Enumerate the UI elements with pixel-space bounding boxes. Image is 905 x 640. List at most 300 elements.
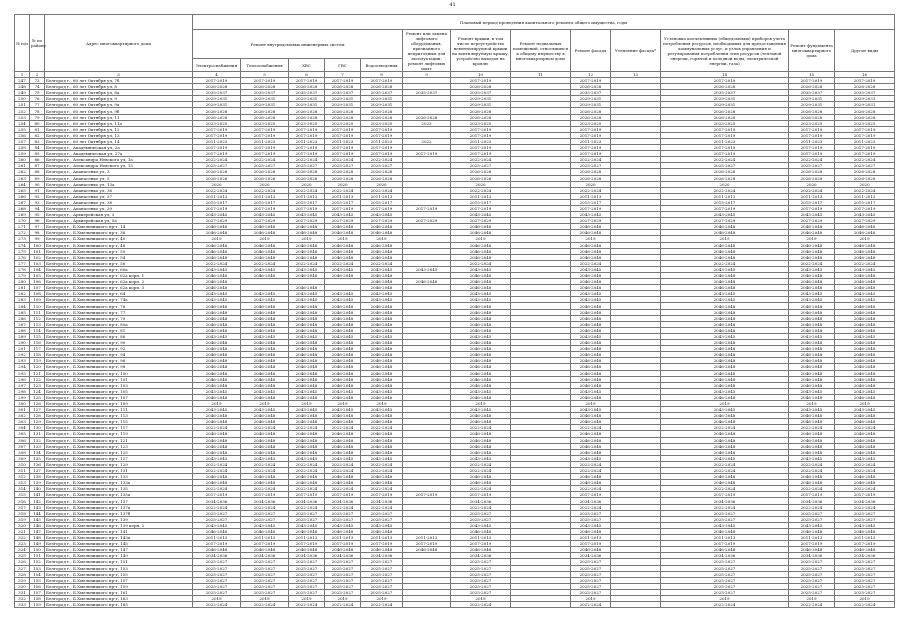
header-utility-systems: Ремонт внутридомовых инженерных систем <box>193 30 403 59</box>
table-cell: 132 <box>30 437 45 443</box>
table-cell: 314 <box>15 486 30 492</box>
address-cell: Белгород г., Б.Хмельницкого пр-т, 133 <box>45 474 193 480</box>
table-cell: 2019 <box>241 400 289 406</box>
table-cell: 2011-2013 <box>661 535 789 541</box>
table-cell: 2017-2019 <box>193 541 241 547</box>
table-cell: 2011-2013 <box>789 535 835 541</box>
table-cell: 2043-2045 <box>289 388 325 394</box>
table-cell: 2046-2048 <box>325 382 361 388</box>
table-cell: 2029-2031 <box>289 96 325 102</box>
table-cell: 2022-2024 <box>789 602 835 608</box>
table-cell: 94 <box>30 205 45 211</box>
table-cell: 2046-2048 <box>361 242 403 248</box>
table-cell: 2046-2048 <box>325 547 361 553</box>
table-cell: 2023-2025 <box>571 120 611 126</box>
table-cell: 2043-2045 <box>835 297 895 303</box>
table-cell: 2046-2048 <box>571 303 611 309</box>
table-cell: 2022-2024 <box>789 461 835 467</box>
table-row <box>15 602 895 608</box>
table-cell: 2025-2027 <box>661 565 789 571</box>
table-cell: 2022-2024 <box>241 461 289 467</box>
table-cell: 2025-2027 <box>571 577 611 583</box>
address-cell: Белгород г., Б.Хмельницкого пр-т, 94 <box>45 352 193 358</box>
table-cell: 2043-2045 <box>661 266 789 272</box>
table-cell: 2043-2045 <box>451 455 511 461</box>
address-cell: Белгород г., Б.Хмельницкого пр-т, 141 <box>45 528 193 534</box>
table-cell: 288 <box>15 327 30 333</box>
table-cell <box>611 602 661 608</box>
table-cell: 2046-2048 <box>661 248 789 254</box>
table-cell: 2046-2048 <box>325 321 361 327</box>
table-cell: 2029-2031 <box>835 96 895 102</box>
table-cell: 2022-2024 <box>325 504 361 510</box>
table-cell: 278 <box>15 266 30 272</box>
table-cell: 2046-2048 <box>451 364 511 370</box>
table-cell: 2019 <box>835 595 895 601</box>
table-cell: 2046-2048 <box>361 248 403 254</box>
table-cell: 2022-2024 <box>193 468 241 474</box>
table-cell: 2017-2019 <box>451 541 511 547</box>
address-cell: Белгород г., 60 лет Октября ул, 11а <box>45 120 193 126</box>
table-cell: 2046-2048 <box>835 309 895 315</box>
table-cell: 2017-2019 <box>835 492 895 498</box>
table-cell: 313 <box>15 480 30 486</box>
table-cell: 2026-2028 <box>325 114 361 120</box>
table-cell: 2046-2048 <box>289 285 325 291</box>
table-cell: 2046-2048 <box>661 340 789 346</box>
table-cell: 2022-2024 <box>661 504 789 510</box>
table-cell: 2046-2048 <box>403 547 451 553</box>
table-cell: 2026-2028 <box>789 114 835 120</box>
table-cell: 2046-2048 <box>241 394 289 400</box>
table-cell: 2046-2048 <box>193 303 241 309</box>
table-cell: 2046-2048 <box>193 242 241 248</box>
table-cell: 99 <box>30 236 45 242</box>
table-cell: 2022-2024 <box>241 486 289 492</box>
table-cell: 2034-2036 <box>661 553 789 559</box>
table-cell: 2011-2013 <box>835 535 895 541</box>
table-cell: 2046-2048 <box>193 358 241 364</box>
table-cell: 2034-2036 <box>361 553 403 559</box>
address-cell: Белгород г., Архиерейская ул, 3 <box>45 212 193 218</box>
table-cell: 306 <box>15 437 30 443</box>
table-cell: 2017-2019 <box>361 132 403 138</box>
table-cell: 2046-2048 <box>241 437 289 443</box>
address-cell: Белгород г., 60 лет Октября ул, 8 <box>45 84 193 90</box>
table-cell: 147 <box>30 528 45 534</box>
table-cell: 286 <box>15 315 30 321</box>
table-cell: 2022-2024 <box>193 157 241 163</box>
table-cell: 119 <box>30 358 45 364</box>
table-cell: 2046-2048 <box>451 528 511 534</box>
table-cell: 2046-2048 <box>571 254 611 260</box>
table-cell: 2034-2036 <box>289 553 325 559</box>
table-cell: 2046-2048 <box>361 376 403 382</box>
table-cell: 2026-2028 <box>325 108 361 114</box>
table-cell: 73 <box>30 78 45 84</box>
table-cell: 2046-2048 <box>789 346 835 352</box>
table-cell: 123 <box>30 382 45 388</box>
table-cell: 2022-2024 <box>451 468 511 474</box>
table-cell: 104 <box>30 266 45 272</box>
address-cell: Белгород г., Б.Хмельницкого пр-т, 56 <box>45 260 193 266</box>
table-cell: 2046-2048 <box>451 358 511 364</box>
table-cell: 2043-2045 <box>325 212 361 218</box>
table-cell: 2046-2048 <box>571 321 611 327</box>
table-cell: 2025-2027 <box>835 589 895 595</box>
table-cell: 92 <box>30 193 45 199</box>
table-cell: 2025-2027 <box>361 510 403 516</box>
table-cell: 2046-2048 <box>361 449 403 455</box>
table-cell: 2026-2028 <box>571 108 611 114</box>
table-cell: 275 <box>15 248 30 254</box>
table-cell: 2029-2031 <box>661 96 789 102</box>
table-cell: 2043-2045 <box>325 455 361 461</box>
table-cell: 2046-2048 <box>835 279 895 285</box>
address-cell: Белгород г., Б.Хмельницкого пр-т, 107 <box>45 394 193 400</box>
address-cell: Белгород г., Б.Хмельницкого пр-т, 131 <box>45 468 193 474</box>
table-cell: 2023-2025 <box>289 120 325 126</box>
table-cell: 2017-2019 <box>241 145 289 151</box>
table-cell: 2022-2024 <box>289 486 325 492</box>
table-cell: 310 <box>15 461 30 467</box>
table-cell: 2046-2048 <box>289 449 325 455</box>
table-cell: 2017-2019 <box>289 145 325 151</box>
table-cell: 108 <box>30 291 45 297</box>
table-cell: 2025-2027 <box>789 163 835 169</box>
table-cell: 2015-2017 <box>835 199 895 205</box>
table-cell: 2022-2024 <box>571 461 611 467</box>
table-cell: 2046-2048 <box>325 327 361 333</box>
table-cell: 2017-2019 <box>361 205 403 211</box>
table-cell: 2026-2028 <box>193 114 241 120</box>
column-number: 13 <box>611 72 661 78</box>
table-cell: 2043-2045 <box>835 266 895 272</box>
table-cell: 101 <box>30 248 45 254</box>
table-cell: 2043-2045 <box>789 333 835 339</box>
address-cell: Белгород г., Б.Хмельницкого пр-т, 105 <box>45 388 193 394</box>
table-cell: 2022-2024 <box>241 187 289 193</box>
address-cell: Белгород г., 60 лет Октября ул, 12 <box>45 126 193 132</box>
address-cell: Белгород г., Б.Хмельницкого пр-т, 125 <box>45 449 193 455</box>
table-cell: 2043-2045 <box>835 455 895 461</box>
table-cell: 2026-2028 <box>289 175 325 181</box>
table-cell: 2025-2027 <box>451 565 511 571</box>
table-cell: 2043-2045 <box>571 291 611 297</box>
table-cell: 2025-2027 <box>325 565 361 571</box>
table-cell: 2022-2024 <box>451 461 511 467</box>
table-cell: 2035-2037 <box>361 90 403 96</box>
table-cell: 2022-2024 <box>361 461 403 467</box>
table-cell: 2017-2019 <box>789 126 835 132</box>
column-number: 2 <box>30 72 45 78</box>
table-cell: 2035-2037 <box>835 90 895 96</box>
table-cell: 2046-2048 <box>193 315 241 321</box>
table-cell: 2043-2045 <box>661 333 789 339</box>
table-cell: 2017-2019 <box>451 132 511 138</box>
table-cell: 2034-2036 <box>571 553 611 559</box>
address-cell: Белгород г., Б.Хмельницкого пр-т, 117 <box>45 425 193 431</box>
table-cell: 2017-2019 <box>325 126 361 132</box>
address-cell: Белгород г., Б.Хмельницкого пр-т, 159 <box>45 583 193 589</box>
table-cell: 2046-2048 <box>325 480 361 486</box>
table-cell: 2043-2045 <box>571 297 611 303</box>
table-cell: 2043-2045 <box>289 455 325 461</box>
table-cell: 2022-2024 <box>241 602 289 608</box>
table-cell: 2022-2024 <box>661 260 789 266</box>
table-cell: 2025-2027 <box>451 163 511 169</box>
table-cell: 2046-2048 <box>241 376 289 382</box>
table-cell: 2046-2048 <box>451 230 511 236</box>
table-cell: 121 <box>30 370 45 376</box>
table-cell: 2017-2019 <box>241 205 289 211</box>
table-cell: 2046-2048 <box>835 358 895 364</box>
table-cell: 2046-2048 <box>661 419 789 425</box>
table-cell: 2043-2045 <box>451 333 511 339</box>
table-cell: 2022-2024 <box>835 260 895 266</box>
table-cell: 2022-2024 <box>241 260 289 266</box>
table-cell: 2022-2024 <box>835 468 895 474</box>
table-cell: 2022-2024 <box>661 486 789 492</box>
table-cell: 2026-2028 <box>361 114 403 120</box>
table-cell: 2046-2048 <box>289 413 325 419</box>
table-cell: 2029-2031 <box>571 102 611 108</box>
header-facade-insulation: Утепление фасада* <box>611 30 661 72</box>
address-cell: Белгород г., Б.Хмельницкого пр-т, 153 <box>45 565 193 571</box>
table-cell: 148 <box>30 535 45 541</box>
table-cell: 2026-2028 <box>571 175 611 181</box>
table-cell: 2025-2027 <box>451 516 511 522</box>
table-cell: 2025-2027 <box>571 510 611 516</box>
table-cell: 2043-2045 <box>661 291 789 297</box>
table-cell: 2017-2019 <box>289 151 325 157</box>
table-cell: 2011-2013 <box>451 193 511 199</box>
table-cell: 2043-2045 <box>661 407 789 413</box>
table-cell: 2026-2028 <box>241 114 289 120</box>
table-cell: 2043-2045 <box>193 388 241 394</box>
table-cell: 2043-2045 <box>571 266 611 272</box>
table-cell: 2046-2048 <box>193 285 241 291</box>
table-cell: 2022-2024 <box>789 504 835 510</box>
table-cell: 100 <box>30 242 45 248</box>
table-cell: 84 <box>30 145 45 151</box>
table-cell: 2046-2048 <box>289 437 325 443</box>
table-cell: 2025-2027 <box>241 577 289 583</box>
table-cell: 2046-2048 <box>193 279 241 285</box>
table-cell: 2022-2024 <box>241 504 289 510</box>
address-cell: Белгород г., Академическая ул, 2а <box>45 145 193 151</box>
table-cell: 2034-2036 <box>789 498 835 504</box>
table-cell: 2046-2048 <box>789 394 835 400</box>
address-cell: Белгород г., Б.Хмельницкого пр-т, 143а <box>45 535 193 541</box>
table-cell: 250 <box>15 96 30 102</box>
table-cell: 2046-2048 <box>789 321 835 327</box>
address-cell: Белгород г., Б.Хмельницкого пр-т, 96 <box>45 358 193 364</box>
address-cell: Белгород г., Б.Хмельницкого пр-т, 86 <box>45 333 193 339</box>
table-cell: 2029-2031 <box>571 96 611 102</box>
table-cell: 2046-2048 <box>789 480 835 486</box>
table-cell: 142 <box>30 498 45 504</box>
table-cell: 2046-2048 <box>571 431 611 437</box>
table-cell: 2025-2027 <box>289 583 325 589</box>
table-cell: 2046-2048 <box>193 480 241 486</box>
table-cell: 2025-2027 <box>325 583 361 589</box>
table-cell: 2025-2027 <box>193 510 241 516</box>
table-cell: 2046-2048 <box>451 480 511 486</box>
table-cell: 2025-2027 <box>835 577 895 583</box>
table-cell: 2025-2027 <box>661 559 789 565</box>
table-cell: 2043-2045 <box>451 297 511 303</box>
table-cell: 2026-2028 <box>789 84 835 90</box>
table-cell: 2046-2048 <box>241 474 289 480</box>
table-cell: 2022-2024 <box>241 468 289 474</box>
table-cell: 2022-2024 <box>289 602 325 608</box>
table-cell: 2027-2029 <box>835 218 895 224</box>
table-cell: 2034-2036 <box>193 498 241 504</box>
table-cell: 316 <box>15 498 30 504</box>
table-cell: 2046-2048 <box>361 315 403 321</box>
header-elevator: Ремонт или замена лифтового оборудования, признанного непригодным для эксплуатации, ремонт лифтовых шахт <box>403 30 451 72</box>
table-cell: 2019 <box>289 400 325 406</box>
table-cell: 156 <box>30 583 45 589</box>
table-cell: 2022-2024 <box>661 468 789 474</box>
table-cell: 2029-2031 <box>835 102 895 108</box>
table-cell: 2025-2027 <box>361 559 403 565</box>
table-cell: 2026-2028 <box>835 175 895 181</box>
table-cell: 2043-2045 <box>193 455 241 461</box>
table-cell: 2043-2045 <box>241 388 289 394</box>
table-cell: 2043-2045 <box>325 266 361 272</box>
table-cell: 2017-2019 <box>325 205 361 211</box>
table-cell: 2025-2027 <box>193 559 241 565</box>
table-cell: 2022-2024 <box>361 602 403 608</box>
table-cell: 2025-2027 <box>325 163 361 169</box>
address-cell: Белгород г., Б.Хмельницкого пр-т, 103 <box>45 382 193 388</box>
header-address: Адрес многоквартирного дома <box>45 15 193 72</box>
table-cell: 2046-2048 <box>661 224 789 230</box>
table-cell: 2019 <box>661 236 789 242</box>
table-cell: 2026-2028 <box>361 84 403 90</box>
table-cell: 2043-2045 <box>193 291 241 297</box>
table-cell: 2035-2037 <box>241 90 289 96</box>
table-cell: 2046-2048 <box>241 352 289 358</box>
address-cell: Белгород г., 60 лет Октября ул, 7б <box>45 78 193 84</box>
table-cell: 2043-2045 <box>451 407 511 413</box>
address-cell: Белгород г., Б.Хмельницкого пр-т, 48 <box>45 242 193 248</box>
table-cell: 111 <box>30 309 45 315</box>
table-cell: 2046-2048 <box>361 437 403 443</box>
table-cell: 2026-2028 <box>571 84 611 90</box>
table-cell: 2034-2036 <box>325 498 361 504</box>
table-cell: 2046-2048 <box>661 321 789 327</box>
table-cell: 2015-2017 <box>361 199 403 205</box>
table-cell: 2026-2028 <box>451 169 511 175</box>
address-cell: Белгород г., Б.Хмельницкого пр-т, 79 <box>45 315 193 321</box>
table-cell: 2026-2028 <box>361 169 403 175</box>
table-cell: 298 <box>15 388 30 394</box>
table-cell: 2046-2048 <box>325 413 361 419</box>
table-cell: 2043-2045 <box>361 212 403 218</box>
table-cell: 2046-2048 <box>661 449 789 455</box>
table-cell: 2029-2031 <box>361 96 403 102</box>
table-cell: 2017-2019 <box>193 126 241 132</box>
table-cell: 2046-2048 <box>789 443 835 449</box>
table-cell: 2046-2048 <box>289 382 325 388</box>
table-cell: 2025-2027 <box>193 565 241 571</box>
table-cell: 2019 <box>325 595 361 601</box>
table-cell: 2046-2048 <box>241 358 289 364</box>
column-number: 10 <box>451 72 511 78</box>
table-cell: 2026-2028 <box>789 169 835 175</box>
address-cell: Белгород г., Б.Хмельницкого пр-т, 127 <box>45 455 193 461</box>
table-cell: 2019 <box>361 595 403 601</box>
address-cell: Белгород г., Б.Хмельницкого пр-т, 111 <box>45 407 193 413</box>
table-cell: 2046-2048 <box>789 242 835 248</box>
table-cell: 252 <box>15 108 30 114</box>
table-cell: 262 <box>15 169 30 175</box>
table-cell: 2043-2045 <box>241 333 289 339</box>
table-cell: 2025-2027 <box>571 516 611 522</box>
table-cell: 2046-2048 <box>193 321 241 327</box>
table-cell: 2022-2024 <box>661 461 789 467</box>
table-cell: 2026-2028 <box>193 84 241 90</box>
table-cell: 2046-2048 <box>571 327 611 333</box>
table-cell: 2025-2027 <box>361 565 403 571</box>
table-cell: 2046-2048 <box>451 376 511 382</box>
table-cell: 2046-2048 <box>789 303 835 309</box>
table-cell: 2017-2019 <box>403 541 451 547</box>
header-heat: Теплоснабжения <box>241 59 289 72</box>
table-cell: 2011-2013 <box>361 193 403 199</box>
table-cell: 2025-2027 <box>241 571 289 577</box>
table-cell: 2046-2048 <box>361 327 403 333</box>
table-cell: 2022-2024 <box>289 260 325 266</box>
table-cell: 2011-2023 <box>835 138 895 144</box>
table-cell: 2046-2048 <box>325 303 361 309</box>
table-cell: 2046-2048 <box>193 443 241 449</box>
table-cell: 2046-2048 <box>325 364 361 370</box>
address-cell: Белгород г., Б.Хмельницкого пр-т, 155 <box>45 571 193 577</box>
header-no-rayon: № по району <box>30 15 45 72</box>
table-cell: 88 <box>30 169 45 175</box>
table-cell: 2046-2048 <box>325 474 361 480</box>
table-cell: 157 <box>30 589 45 595</box>
table-cell: 2046-2048 <box>361 413 403 419</box>
table-body <box>15 78 895 608</box>
table-cell: 2046-2048 <box>193 352 241 358</box>
table-cell: 2017-2019 <box>325 132 361 138</box>
table-cell: 2046-2048 <box>451 547 511 553</box>
table-cell: 2025-2027 <box>661 571 789 577</box>
table-cell: 2022-2024 <box>325 486 361 492</box>
table-cell: 2043-2045 <box>361 333 403 339</box>
table-cell: 2017-2019 <box>325 78 361 84</box>
table-cell: 149 <box>30 541 45 547</box>
table-cell: 2046-2048 <box>451 315 511 321</box>
address-cell: Белгород г., Б.Хмельницкого пр-т, 14 <box>45 224 193 230</box>
address-cell: Белгород г., Апанасенко ул, 39 <box>45 205 193 211</box>
table-cell: 2017-2019 <box>661 541 789 547</box>
table-cell: 2025-2027 <box>571 571 611 577</box>
table-cell: 2046-2048 <box>325 309 361 315</box>
table-cell: 2043-2045 <box>571 333 611 339</box>
table-cell: 276 <box>15 254 30 260</box>
table-cell: 2026-2028 <box>571 114 611 120</box>
table-cell: 2026-2028 <box>193 175 241 181</box>
table-cell: 300 <box>15 400 30 406</box>
table-cell: 2046-2048 <box>451 242 511 248</box>
table-cell: 2025-2027 <box>835 510 895 516</box>
